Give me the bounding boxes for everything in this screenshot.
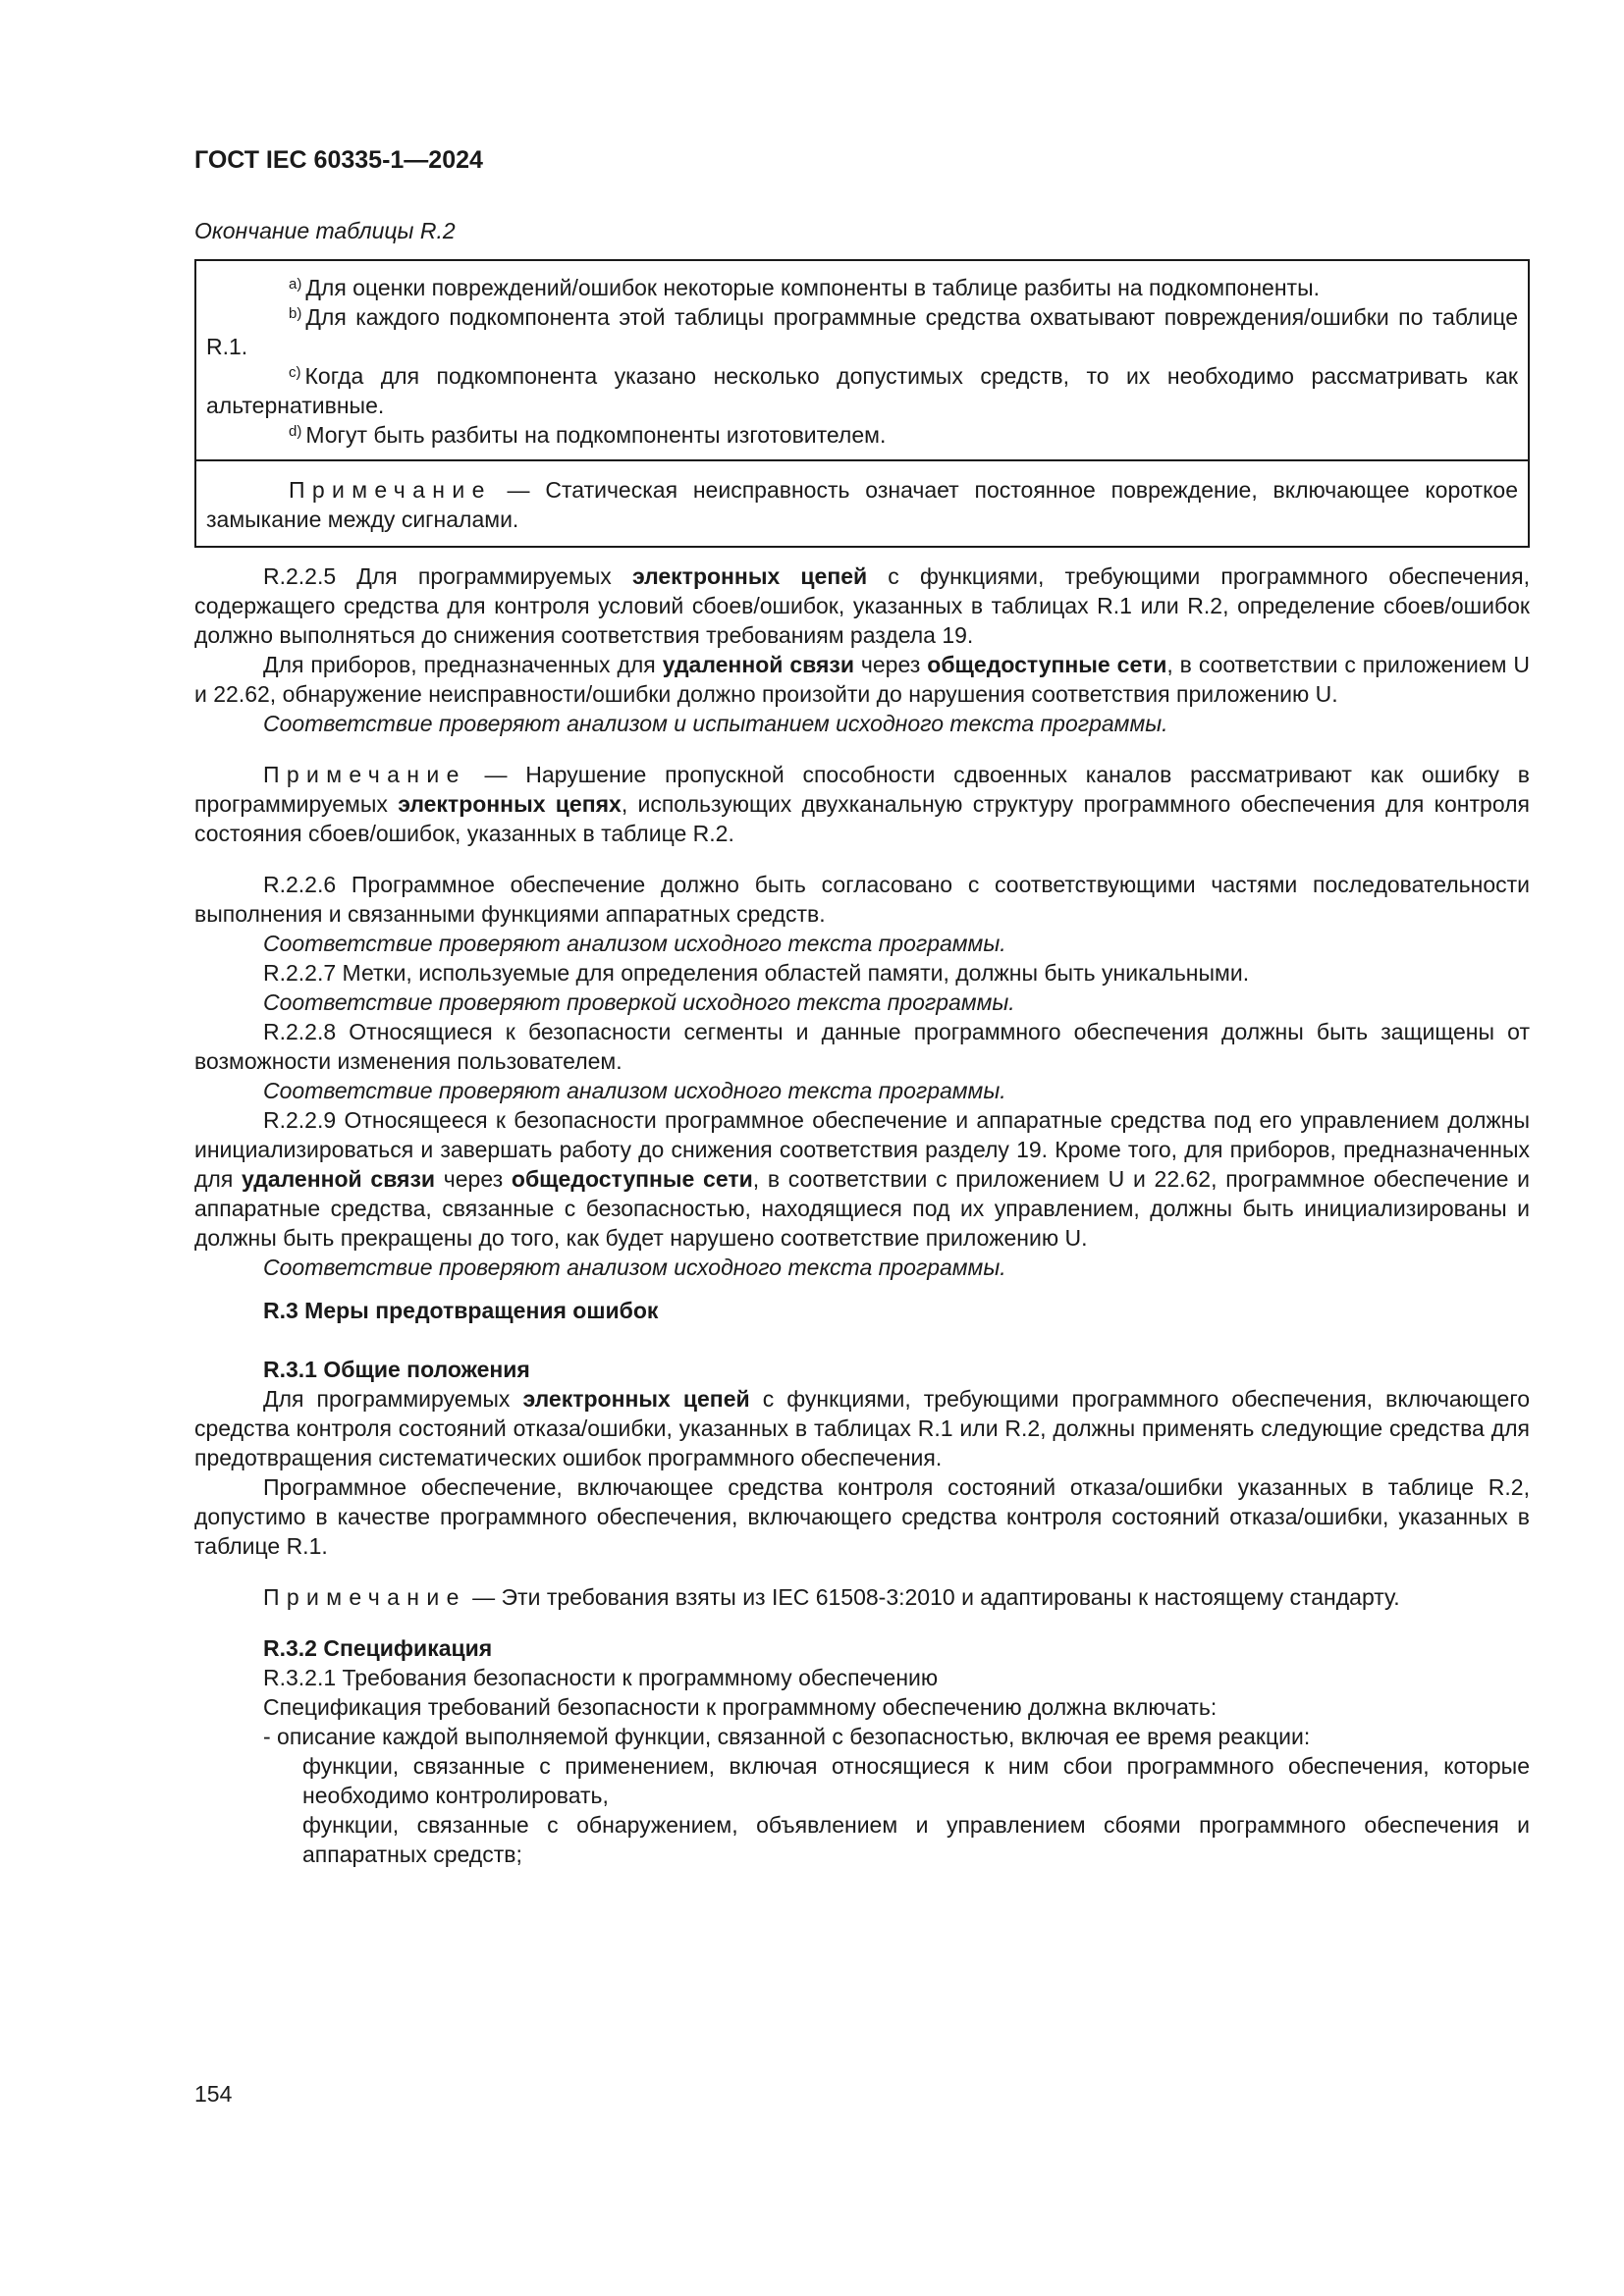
clause-r229 [194,1105,1530,1253]
clause-r228: R.2.2.8 Относящиеся к безопасности сегменты и данные программного обеспечения должны быть защищены от возможности изменения пользователем. [194,1019,1530,1074]
clause-r225-remote [194,650,1530,709]
footnote-text: Могут быть разбиты на подкомпоненты изготовителем. [305,422,887,448]
clause-r226: R.2.2.6 Программное обеспечение должно быть согласовано с соответствующими частями последовательности выполнения и связанными функциями аппаратных средств. [194,872,1530,927]
clause-r225 [194,561,1530,650]
list-item: - описание каждой выполняемой функции, связанной с безопасностью, включая ее время реакции: [263,1724,1311,1749]
compliance-r228: Соответствие проверяют анализом исходного текста программы. [263,1078,1006,1103]
section-heading-r31: R.3.1 Общие положения [263,1357,530,1382]
note-dash: — [491,477,546,503]
text-run: через [435,1166,512,1192]
list-subitem: функции, связанные с обнаружением, объявлением и управлением сбоями программного обеспечения и аппаратных средств; [302,1812,1530,1867]
document-header: ГОСТ IEC 60335-1—2024 [194,146,483,174]
text-run: с функциями, требующими программного обеспечения, включающего средства контроля состояний отказа/ошибки, указанных в таблицах R.1 или R.2, должны применять следующие средства для предотвращения систематических ошибок программного обеспечения. [194,1386,1530,1470]
note-r225 [194,760,1530,848]
footnote-mark: c) [289,364,301,381]
text-run: Для приборов, предназначенных для [263,652,663,677]
table-note-paragraph [206,475,1518,534]
footnote-d [206,420,1518,450]
footnote-mark: a) [289,276,302,293]
clause-r227: R.2.2.7 Метки, используемые для определения областей памяти, должны быть уникальными. [263,960,1250,986]
defined-term: удаленной связи [662,652,854,677]
list-subitem: функции, связанные с применением, включая относящиеся к ним сбои программного обеспечения, которые необходимо контролировать, [302,1753,1530,1808]
table-footnotes [196,261,1528,461]
document-page [194,145,1530,1869]
compliance-r227: Соответствие проверяют проверкой исходного текста программы. [263,989,1015,1015]
footnote-text: Когда для подкомпонента указано несколько допустимых средств, то их необходимо рассматривать как альтернативные. [206,363,1518,418]
note-label: Примечание [263,762,466,787]
defined-term: удаленной связи [242,1166,436,1192]
text-run: — Нарушение пропускной способности сдвоенных каналов рассматривают как ошибку в программируемых [194,762,1530,817]
defined-term: электронных цепях [398,791,622,817]
note-label: Примечание [263,1584,466,1610]
footnote-c [206,361,1518,420]
defined-term: электронных цепей [522,1386,750,1412]
section-heading-r32: R.3.2 Спецификация [263,1635,493,1661]
footnote-text: Для оценки повреждений/ошибок некоторые компоненты в таблице разбиты на подкомпоненты. [305,275,1320,300]
table-caption: Окончание таблицы R.2 [194,218,456,243]
text-run: R.2.2.9 Относящееся к безопасности программное обеспечение и аппаратные средства под его управлением должны инициализироваться и завершать работу до снижения соответствия разделу 19. Кроме того, для приборов, предназначенных для [194,1107,1530,1192]
compliance-r225: Соответствие проверяют анализом и испытанием исходного текста программы. [263,711,1168,736]
spec-intro: Спецификация требований безопасности к программному обеспечению должна включать: [263,1694,1218,1720]
clause-r31-p1 [194,1384,1530,1472]
text-run: , использующих двухканальную структуру программного обеспечения для контроля состояния сбоев/ошибок, указанных в таблице R.2. [194,791,1530,846]
footnote-b [206,302,1518,361]
defined-term: общедоступные сети [927,652,1167,677]
note-label: Примечание [289,477,492,503]
footnote-text: Для каждого подкомпонента этой таблицы программные средства охватывают повреждения/ошибки по таблице R.1. [206,304,1518,359]
table-notes-box [194,259,1530,548]
text-run: R.2.2.5 Для программируемых [263,563,632,589]
page-number: 154 [194,2081,233,2107]
subclause-r321: R.3.2.1 Требования безопасности к программному обеспечению [263,1665,939,1690]
section-heading-r3: R.3 Меры предотвращения ошибок [263,1298,659,1323]
text-run: с функциями, требующими программного обеспечения, содержащего средства для контроля условий сбоев/ошибок, указанных в таблицах R.1 или R.2, определение сбоев/ошибок должно выполняться до снижения соответствия требованиям раздела 19. [194,563,1530,648]
text-run: — Эти требования взяты из IEC 61508-3:2010 и адаптированы к настоящему стандарту. [465,1584,1400,1610]
footnote-mark: d) [289,423,302,440]
text-run: , в соответствии с приложением U и 22.62, обнаружение неисправности/ошибки должно произойти до нарушения соответствия приложению U. [194,652,1531,707]
note-r31 [194,1582,1530,1612]
text-run: Для программируемых [263,1386,523,1412]
note-text: Статическая неисправность означает постоянное повреждение, включающее короткое замыкание между сигналами. [206,477,1518,532]
defined-term: электронных цепей [631,563,868,589]
clause-r31-p2: Программное обеспечение, включающее средства контроля состояний отказа/ошибки указанных в таблице R.2, допустимо в качестве программного обеспечения, включающего средства контроля состояний отказа/ошибки, указанных в таблице R.1. [194,1474,1530,1559]
footnote-a [206,273,1518,302]
text-run: через [853,652,928,677]
compliance-r229: Соответствие проверяют анализом исходного текста программы. [263,1255,1006,1280]
defined-term: общедоступные сети [511,1166,753,1192]
compliance-r226: Соответствие проверяют анализом исходного текста программы. [263,931,1006,956]
table-note [196,461,1528,546]
footnote-mark: b) [289,305,302,322]
text-run: , в соответствии с приложением U и 22.62, программное обеспечение и аппаратные средства, связанные с безопасностью, находящиеся под их управлением, должны быть инициализированы и должны быть прекращены до того, как будет нарушено соответствие приложению U. [194,1166,1531,1251]
